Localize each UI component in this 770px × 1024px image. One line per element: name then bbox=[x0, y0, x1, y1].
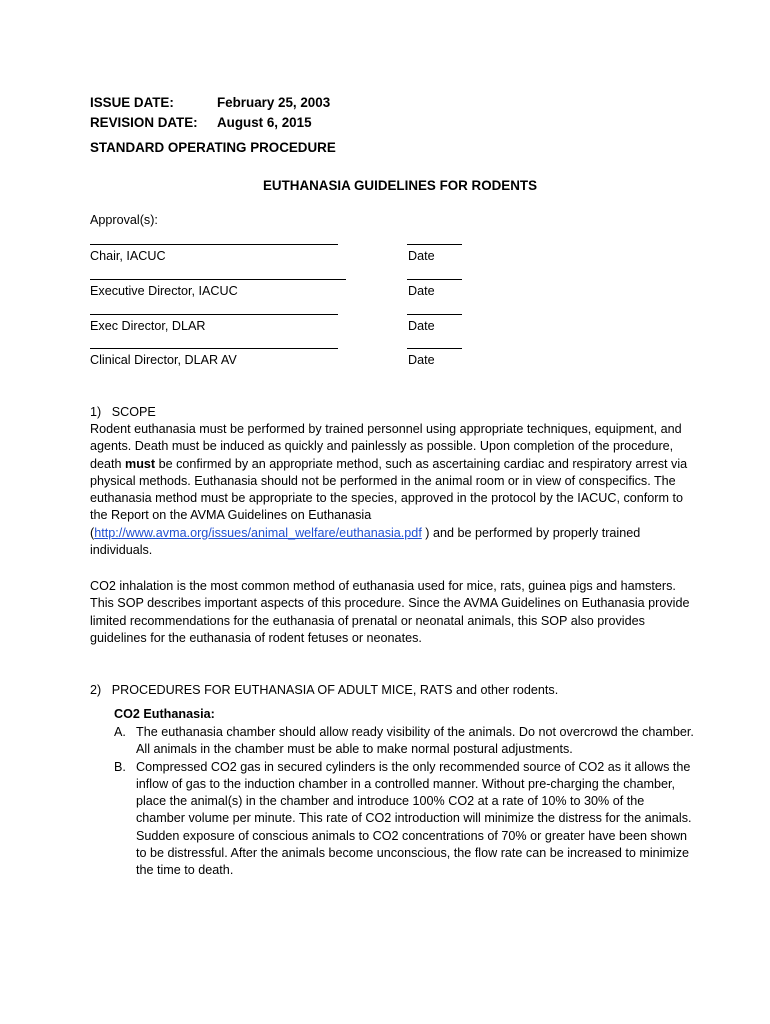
approval-date-label: Date bbox=[408, 249, 435, 263]
signature-line bbox=[90, 314, 338, 315]
scope-text: Rodent euthanasia must be performed by trained personnel using appropriate techniques, equipment, and agents. Death must be induced as quickly and painlessly as possible. Upon completion of the procedure, death bbox=[90, 422, 682, 471]
revision-date-label: REVISION DATE: bbox=[90, 115, 198, 130]
scope-emphasis: must bbox=[125, 456, 156, 471]
issue-date-value: February 25, 2003 bbox=[217, 95, 331, 110]
scope-paragraph-1 bbox=[90, 421, 690, 559]
scope-paragraph-2: CO2 inhalation is the most common method of euthanasia used for mice, rats, guinea pigs and hamsters. This SOP describes important aspects of this procedure. Since the AVMA Guidelines on Euthanasia provide limited recommendations for the euthanasia of prenatal or neonatal animals, this SOP also provides guidelines for the euthanasia of rodent fetuses or neonates. bbox=[90, 579, 690, 645]
list-marker: A. bbox=[114, 725, 126, 739]
signature-line bbox=[90, 244, 338, 245]
approval-date-label: Date bbox=[408, 319, 435, 333]
list-item bbox=[114, 759, 694, 880]
date-line bbox=[407, 348, 462, 349]
date-line bbox=[407, 314, 462, 315]
signature-line bbox=[90, 348, 338, 349]
sop-title: STANDARD OPERATING PROCEDURE bbox=[90, 140, 336, 155]
approval-role: Chair, IACUC bbox=[90, 249, 166, 263]
scope-heading: 1) SCOPE bbox=[90, 405, 156, 419]
co2-euthanasia-subheading: CO2 Euthanasia: bbox=[114, 707, 215, 721]
scope-text: be confirmed by an appropriate method, such as ascertaining cardiac and respiratory arrest via physical methods. Euthanasia should not be performed in the animal room or in view of conspecifics. The euthanasia method must be appropriate to the species, approved in the protocol by the IACUC, conform to the Report on the AVMA Guidelines on Euthanasia ( bbox=[90, 456, 688, 540]
procedures-heading: 2) PROCEDURES FOR EUTHANASIA OF ADULT MICE, RATS and other rodents. bbox=[90, 683, 559, 697]
approval-date-label: Date bbox=[408, 284, 435, 298]
avma-guidelines-link[interactable]: http://www.avma.org/issues/animal_welfare/euthanasia.pdf bbox=[94, 525, 422, 540]
issue-date-label: ISSUE DATE: bbox=[90, 95, 174, 110]
approval-role: Clinical Director, DLAR AV bbox=[90, 353, 237, 367]
list-item-text: The euthanasia chamber should allow ready visibility of the animals. Do not overcrowd the chamber. All animals in the chamber must be able to make normal postural adjustments. bbox=[136, 725, 694, 757]
approval-role: Executive Director, IACUC bbox=[90, 284, 238, 298]
signature-line bbox=[90, 279, 346, 280]
approvals-label: Approval(s): bbox=[90, 213, 158, 227]
date-line bbox=[407, 244, 462, 245]
list-item bbox=[114, 724, 694, 759]
list-marker: B. bbox=[114, 759, 126, 774]
approval-date-label: Date bbox=[408, 353, 435, 367]
procedure-list bbox=[114, 724, 694, 880]
date-line bbox=[407, 279, 462, 280]
list-item-text: Compressed CO2 gas in secured cylinders is the only recommended source of CO2 as it allows the inflow of gas to the induction chamber in a controlled manner. Without pre-charging the chamber, place the animal(s) in the chamber and introduce 100% CO2 at a rate of 10% to 30% of the chamber volume per minute. This rate of CO2 introduction will minimize the distress for the animals. Sudden exposure of conscious animals to CO2 concentrations of 70% or greater have been shown to be distressful. After the animals become unconscious, the flow rate can be increased to minimize the time to death. bbox=[136, 759, 692, 878]
document-title: EUTHANASIA GUIDELINES FOR RODENTS bbox=[263, 178, 538, 193]
revision-date-value: August 6, 2015 bbox=[217, 115, 312, 130]
approval-role: Exec Director, DLAR bbox=[90, 319, 206, 333]
scope-text: ) and be performed by properly trained individuals. bbox=[90, 525, 641, 558]
